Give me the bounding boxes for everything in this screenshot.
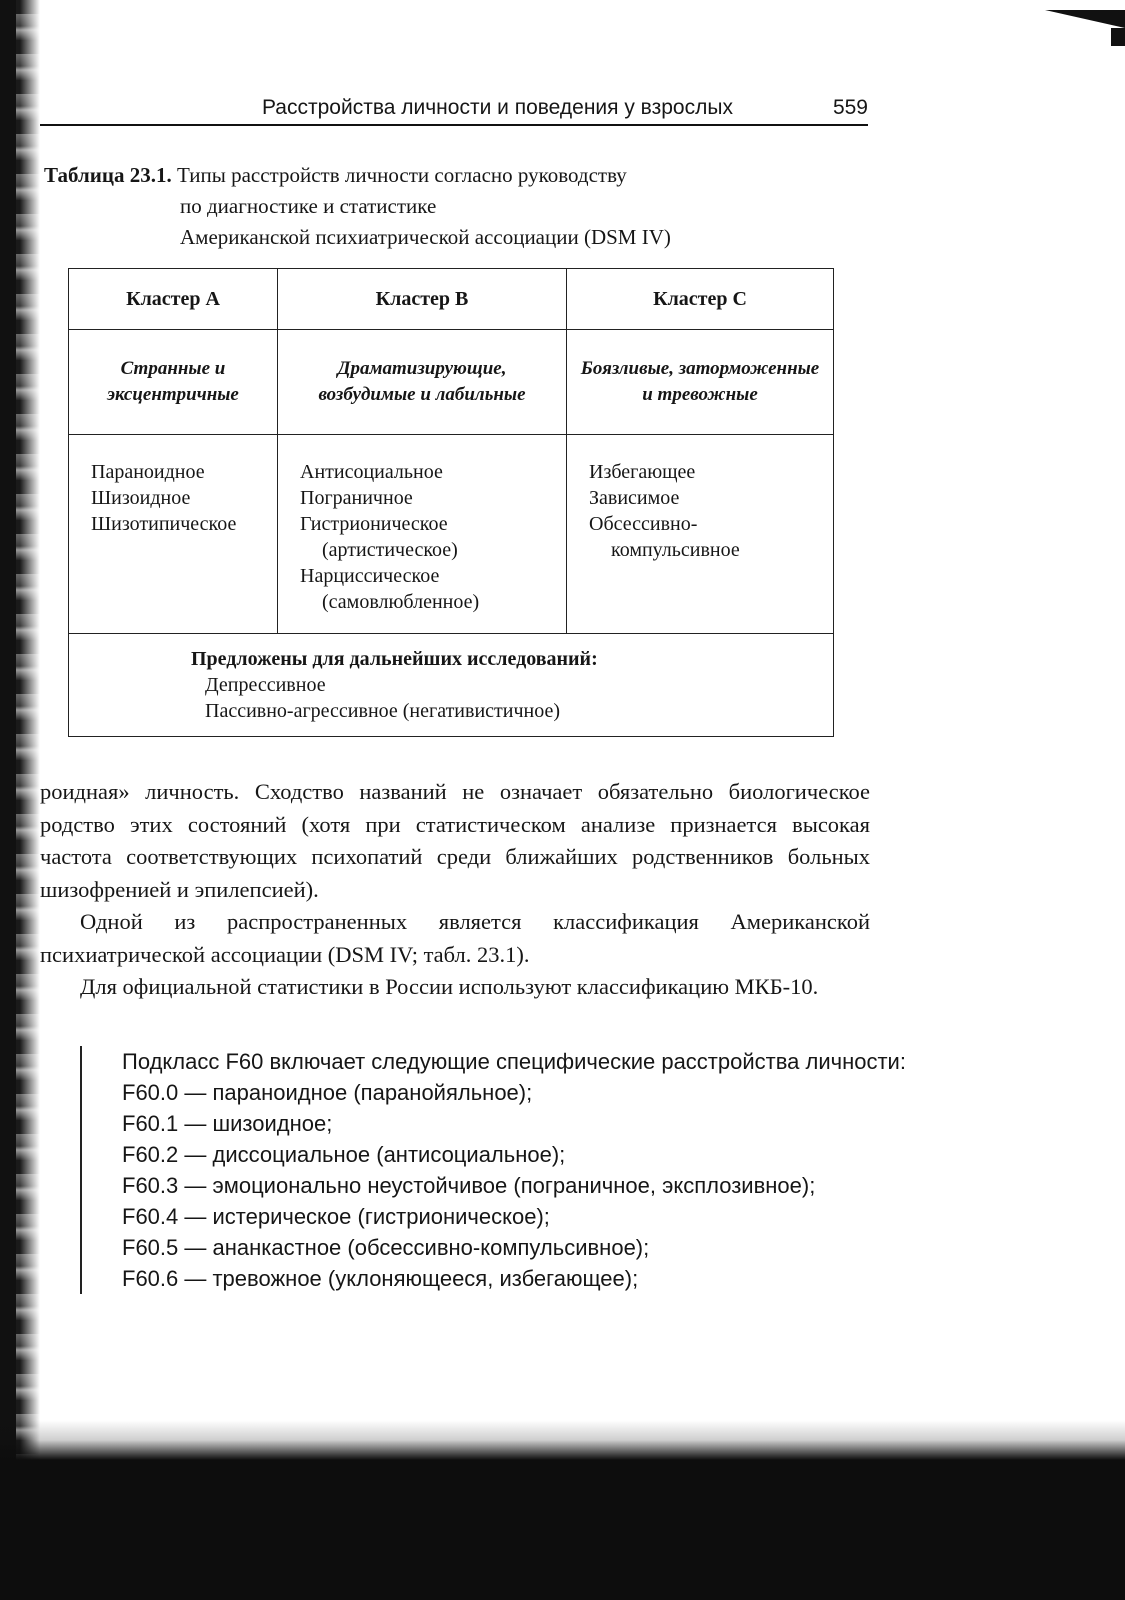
caption-line: по диагностике и статистике (180, 194, 437, 218)
body-text (40, 776, 870, 1004)
proposed-title: Предложены для дальнейших исследований: (191, 648, 598, 670)
paragraph: Для официальной статистики в России используют классификацию МКБ-10. (80, 974, 819, 999)
icd-item: F60.6 — тревожное (уклоняющееся, избегающее); (122, 1266, 639, 1291)
caption-line: Типы расстройств личности согласно руководству (176, 163, 627, 187)
list-item: Шизоидное (91, 487, 191, 509)
icd-item: F60.3 — эмоционально неустойчивое (пограничное, эксплозивное); (122, 1173, 816, 1198)
subtitle-cluster-c: Боязливые, заторможенные и тревожные (567, 330, 834, 435)
list-item: компульсивное (611, 539, 740, 561)
cluster-a-list (69, 435, 278, 634)
icd-item: F60.0 — параноидное (паранойяльное); (122, 1080, 533, 1105)
header-cluster-a: Кластер А (69, 269, 278, 330)
scan-corner-mark (1045, 10, 1125, 28)
caption-label: Таблица 23.1. (44, 163, 172, 187)
list-item: Избегающее (589, 461, 696, 483)
page-number: 559 (832, 96, 868, 119)
scan-edge-bottom (0, 1460, 1125, 1600)
scan-edge-left (0, 0, 16, 1600)
list-item: (самовлюбленное) (322, 591, 480, 613)
scan-corner-mark (1111, 28, 1125, 46)
icd-item: F60.5 — ананкастное (обсессивно-компульсивное); (122, 1235, 650, 1260)
table-caption (44, 160, 844, 253)
list-item: Пассивно-агрессивное (негативистичное) (205, 700, 561, 722)
header-cluster-c: Кластер С (567, 269, 834, 330)
icd-intro: Подкласс F60 включает следующие специфические расстройства личности: (122, 1049, 906, 1074)
paragraph: роидная» личность. Сходство названий не означает обязательно биологическое родство этих состояний (хотя при статистическом анализе признается высокая частота соответствующих психопатий среди ближайших родственников больных шизофренией и эпилепсией). (40, 779, 870, 902)
caption-line: Американской психиатрической ассоциации (DSM IV) (180, 225, 671, 249)
list-item: Депрессивное (205, 674, 326, 696)
subtitle-cluster-a: Странные и эксцентричные (69, 330, 278, 435)
header-rule (40, 124, 868, 126)
cluster-c-list (567, 435, 834, 634)
proposed-cell (69, 634, 834, 737)
list-item: (артистическое) (322, 539, 458, 561)
table-row (69, 435, 834, 634)
list-item: Зависимое (589, 487, 680, 509)
list-item: Шизотипическое (91, 513, 237, 535)
subtitle-cluster-b: Драматизирующие, возбудимые и лабильные (278, 330, 567, 435)
icd-item: F60.4 — истерическое (гистрионическое); (122, 1204, 550, 1229)
table-header-row (69, 269, 834, 330)
dsm-table (68, 268, 834, 737)
list-item: Обсессивно- (589, 513, 698, 535)
list-item: Пограничное (300, 487, 413, 509)
list-item: Нарциссическое (300, 565, 440, 587)
running-head (262, 96, 868, 120)
scan-shadow-bottom (0, 1420, 1125, 1460)
icd-item: F60.1 — шизоидное; (122, 1111, 333, 1136)
icd-item: F60.2 — диссоциальное (антисоциальное); (122, 1142, 566, 1167)
icd-f60-block (80, 1046, 912, 1294)
list-item: Антисоциальное (300, 461, 443, 483)
paragraph: Одной из распространенных является классификация Американской психиатрической ассоциации (DSM IV; табл. 23.1). (40, 909, 870, 967)
running-title: Расстройства личности и поведения у взрослых (262, 96, 733, 119)
table-footer-row (69, 634, 834, 737)
list-item: Гистрионическое (300, 513, 448, 535)
header-cluster-b: Кластер В (278, 269, 567, 330)
cluster-b-list (278, 435, 567, 634)
table-subtitle-row (69, 330, 834, 435)
list-item: Параноидное (91, 461, 205, 483)
